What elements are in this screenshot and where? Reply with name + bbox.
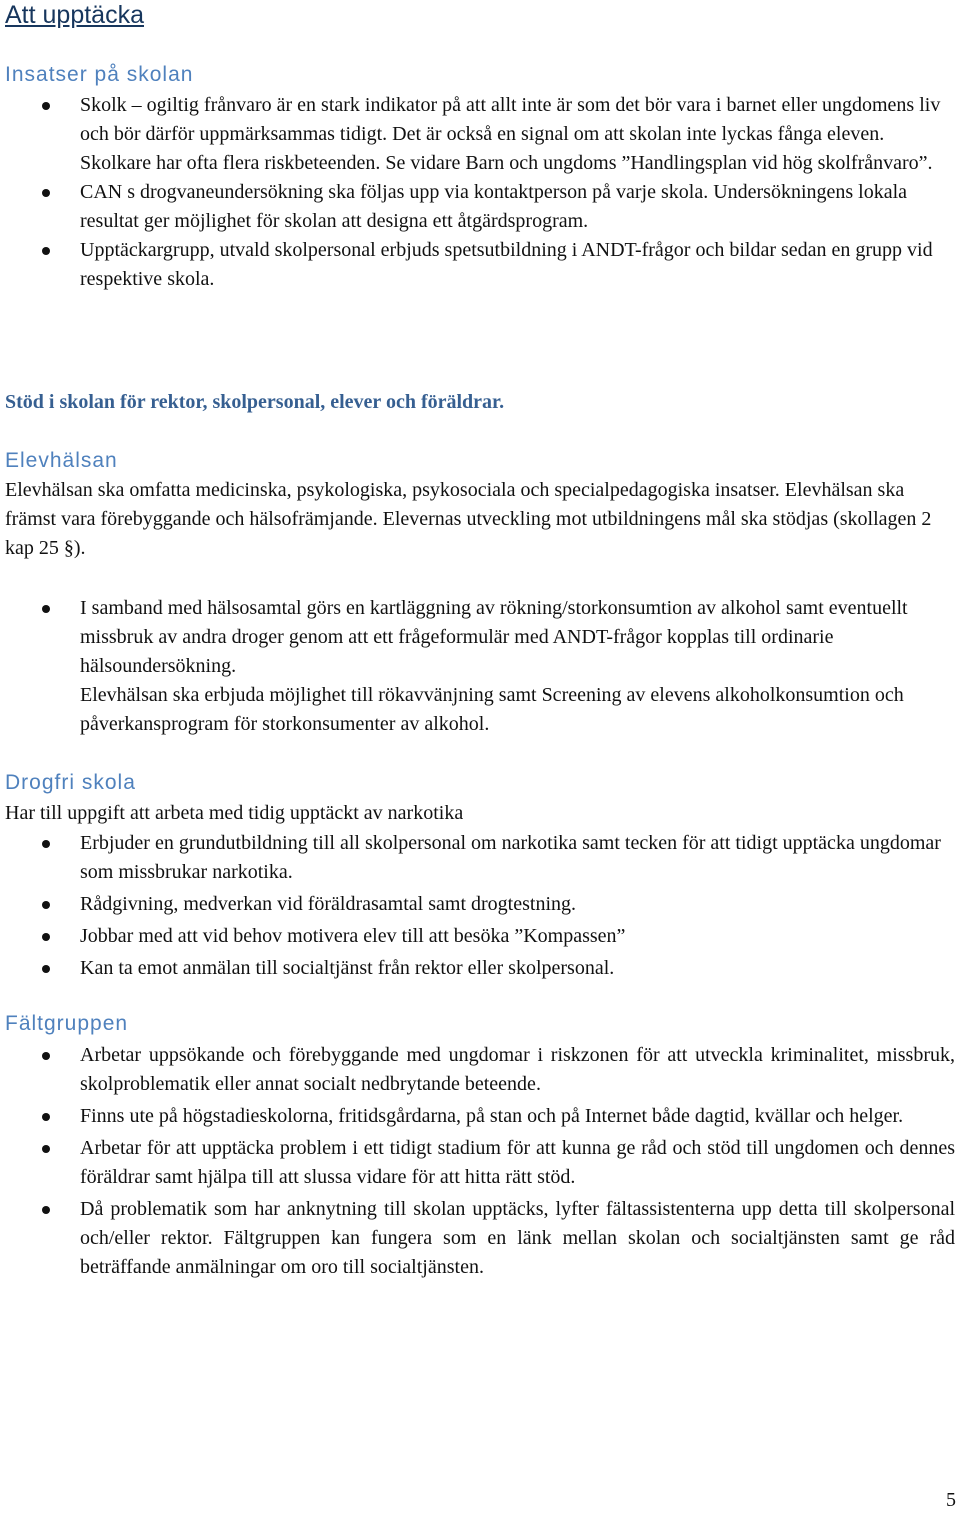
list-item: Jobbar med att vid behov motivera elev till att besöka ”Kompassen” — [0, 922, 960, 951]
insatser-list — [0, 91, 960, 294]
section-heading-elevhalsan: Elevhälsan — [5, 449, 118, 472]
bullet-icon — [42, 933, 50, 941]
section-heading-drogfri: Drogfri skola — [5, 771, 136, 794]
page-number: 5 — [946, 1489, 956, 1511]
elevhalsan-list — [0, 594, 960, 739]
bullet-icon — [42, 1206, 50, 1214]
bullet-icon — [42, 1145, 50, 1153]
page-title: Att upptäcka — [5, 1, 144, 29]
faltgruppen-list — [0, 1041, 960, 1282]
section-heading-faltgruppen: Fältgruppen — [5, 1012, 129, 1035]
bullet-icon — [42, 965, 50, 973]
bullet-icon — [42, 840, 50, 848]
drogfri-list — [0, 829, 960, 983]
list-item: Finns ute på högstadieskolorna, fritidsgårdarna, på stan och på Internet både dagtid, kvällar och helger. — [0, 1102, 960, 1131]
section-heading-insatser: Insatser på skolan — [5, 63, 194, 86]
list-item: I samband med hälsosamtal görs en kartläggning av rökning/storkonsumtion av alkohol samt eventuellt missbruk av andra droger genom att ett frågeformulär med ANDT-frågor kopplas till ordinarie hälsoundersökning. Elevhälsan ska erbjuda möjlighet till rökavvänjning samt Screening av elevens alkoholkonsumtion och påverkansprogram för storkonsumenter av alkohol. — [0, 594, 960, 739]
bullet-icon — [42, 605, 50, 613]
list-item: Då problematik som har anknytning till skolan upptäcks, lyfter fältassistenterna upp detta till skolpersonal och/eller rektor. Fältgruppen kan fungera som en länk mellan skolan och socialtjänsten samt ge råd beträffande anmälningar om oro till socialtjänsten. — [0, 1195, 960, 1282]
list-item: Rådgivning, medverkan vid föräldrasamtal samt drogtestning. — [0, 890, 960, 919]
list-item: Kan ta emot anmälan till socialtjänst från rektor eller skolpersonal. — [0, 954, 960, 983]
bullet-icon — [42, 247, 50, 255]
section-heading-stod: Stöd i skolan för rektor, skolpersonal, elever och föräldrar. — [5, 391, 505, 413]
bullet-icon — [42, 102, 50, 110]
list-item: Upptäckargrupp, utvald skolpersonal erbjuds spetsutbildning i ANDT-frågor och bildar sedan en grupp vid respektive skola. — [0, 236, 960, 294]
list-item: CAN s drogvaneundersökning ska följas upp via kontaktperson på varje skola. Undersökningens lokala resultat ger möjlighet för skolan att designa ett åtgärdsprogram. — [0, 178, 960, 236]
list-item: Skolk – ogiltig frånvaro är en stark indikator på att allt inte är som det bör vara i barnet eller ungdomens liv och bör därför uppmärksammas tidigt. Det är också en signal om att skolan inte lyckas fånga eleven. Skolkare har ofta flera riskbeteenden. Se vidare Barn och ungdoms ”Handlingsplan vid hög skolfrånvaro”. — [0, 91, 960, 178]
list-item: Arbetar uppsökande och förebyggande med ungdomar i riskzonen för att utveckla kriminalitet, missbruk, skolproblematik eller annat socialt nedbrytande beteende. — [0, 1041, 960, 1099]
bullet-icon — [42, 1113, 50, 1121]
bullet-icon — [42, 901, 50, 909]
bullet-icon — [42, 189, 50, 197]
bullet-icon — [42, 1052, 50, 1060]
list-item: Arbetar för att upptäcka problem i ett tidigt stadium för att kunna ge råd och stöd till ungdomen och dennes föräldrar samt hjälpa till att slussa vidare för att hitta rätt stöd. — [0, 1134, 960, 1192]
drogfri-intro: Har till uppgift att arbeta med tidig upptäckt av narkotika — [5, 802, 464, 824]
elevhalsan-intro: Elevhälsan ska omfatta medicinska, psykologiska, psykosociala och specialpedagogiska insatser. Elevhälsan ska främst vara förebyggande och hälsofrämjande. Elevernas utveckling mot utbildningens mål ska stödjas (skollagen 2 kap 25 §). — [5, 479, 932, 559]
list-item: Erbjuder en grundutbildning till all skolpersonal om narkotika samt tecken för att tidigt upptäcka ungdomar som missbrukar narkotika. — [0, 829, 960, 887]
